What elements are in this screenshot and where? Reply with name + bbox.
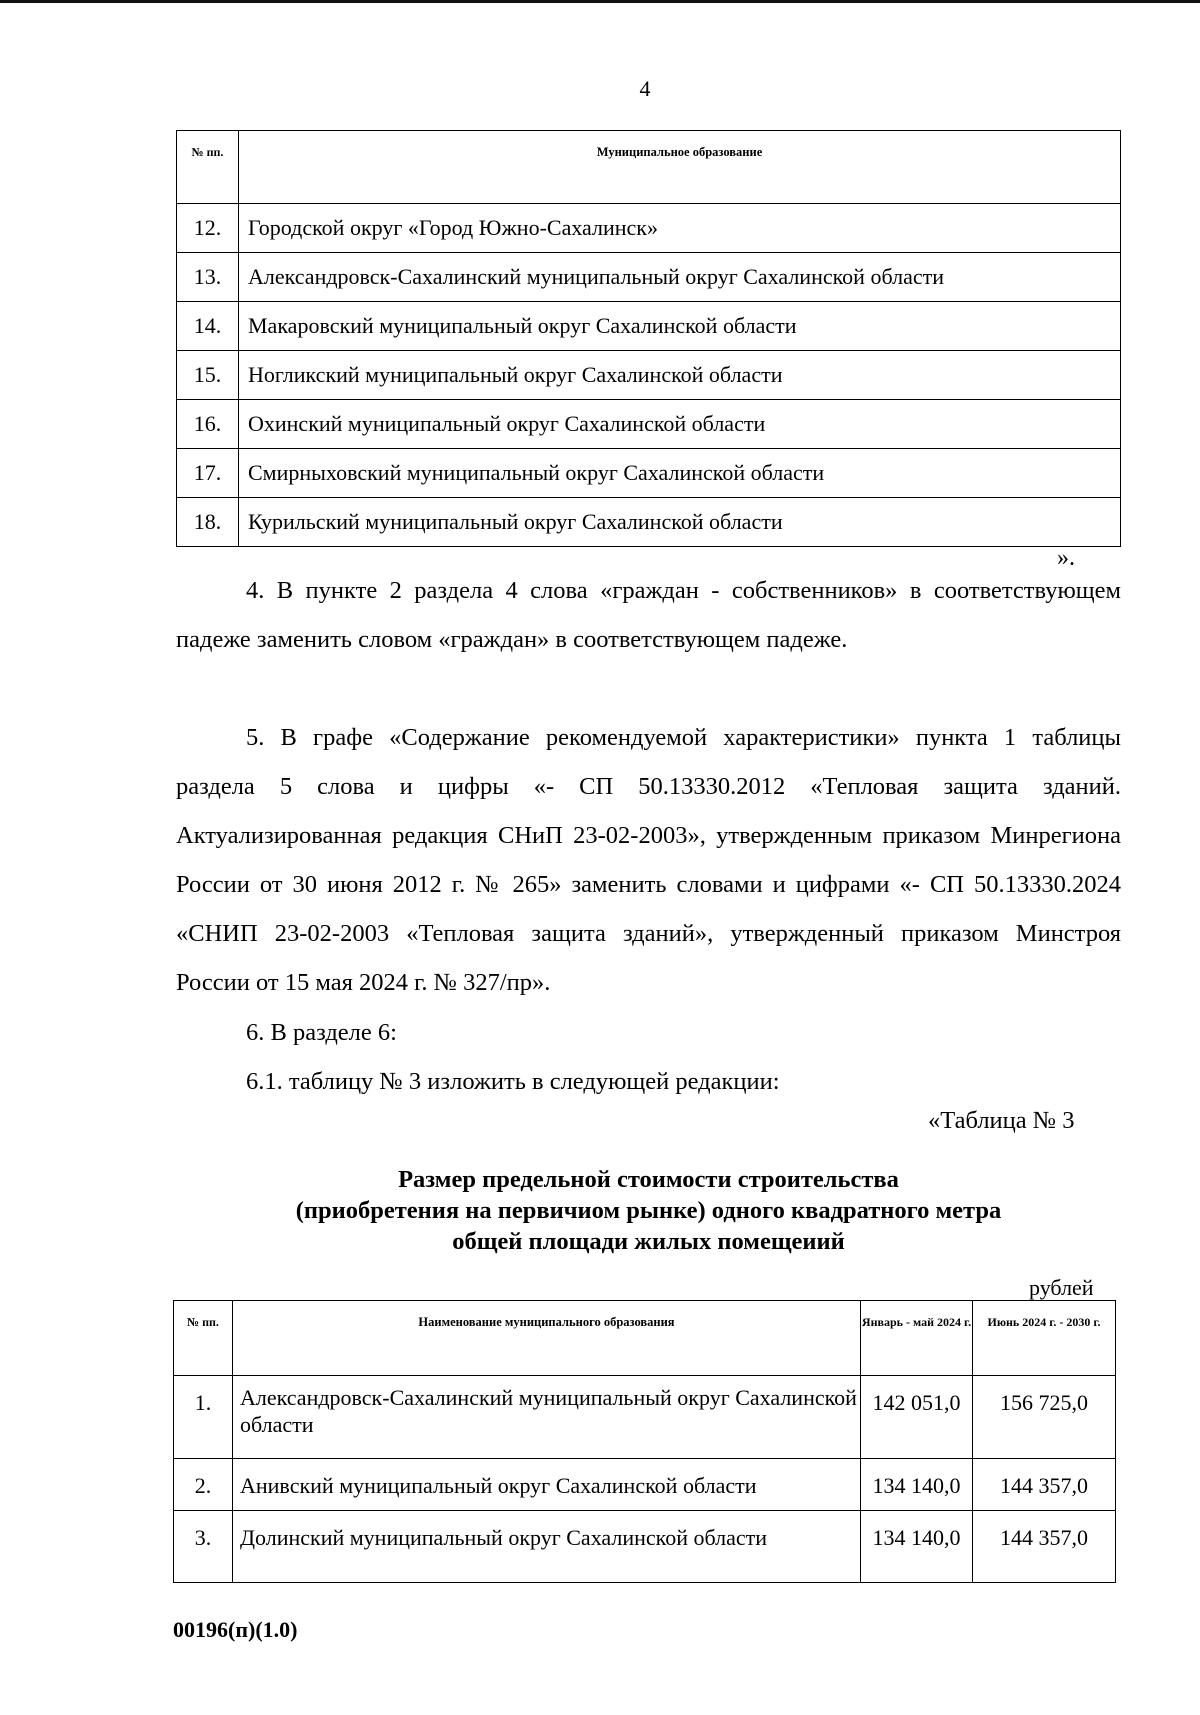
paragraph-5-text: 5. В графе «Содержание рекомендуемой характеристики» пункта 1 таблицы раздела 5 слова и цифры «- СП 50.13330.2012 «Тепловая защита зданий. Актуализированная редакция СНиП 23-02-2003», утвержденным приказом Минрегиона России от 30 июня 2012 г. № 265» заменить словами и цифрами «- СП 50.13330.2024 «СНИП 23-02-2003 «Тепловая защита зданий», утвержденный приказом Минстроя России от 15 мая 2024 г. № 327/пр».: [176, 724, 1121, 996]
document-code: 00196(п)(1.0): [173, 1617, 298, 1642]
paragraph-4: [176, 566, 1121, 664]
paragraph-6-1: [176, 1057, 1121, 1106]
row-number: 3.: [174, 1511, 233, 1583]
row-number: 15.: [177, 351, 239, 400]
row-value-period-1: 134 140,0: [861, 1511, 973, 1583]
row-number: 17.: [177, 449, 239, 498]
row-municipality: Александровск-Сахалинский муниципальный округ Сахалинской области: [233, 1376, 861, 1459]
table-row: [177, 498, 1121, 547]
row-value-period-2: 156 725,0: [973, 1376, 1116, 1459]
column-header-municipality: Муниципальное образование: [239, 131, 1121, 204]
table-row: [174, 1376, 1116, 1459]
row-municipality: Курильский муниципальный округ Сахалинской области: [239, 498, 1121, 547]
row-municipality: Анивский муниципальный округ Сахалинской области: [233, 1459, 861, 1511]
row-municipality: Охинский муниципальный округ Сахалинской области: [239, 400, 1121, 449]
table-row: [177, 204, 1121, 253]
table-title-line: Размер предельной стоимости строительства: [398, 1166, 899, 1193]
row-municipality: Смирныховский муниципальный округ Сахалинской области: [239, 449, 1121, 498]
column-header-number: № пп.: [177, 131, 239, 204]
table-number-label: «Таблица № 3: [928, 1107, 1075, 1134]
table-header-row: [174, 1301, 1116, 1376]
cost-table: [173, 1300, 1116, 1583]
table-row: [177, 351, 1121, 400]
row-municipality: Александровск-Сахалинский муниципальный округ Сахалинской области: [239, 253, 1121, 302]
table-row: [177, 302, 1121, 351]
row-number: 18.: [177, 498, 239, 547]
scan-edge: [0, 0, 1200, 3]
paragraph-4-text: 4. В пункте 2 раздела 4 слова «граждан - собственников» в соответствующем падеже заменить словом «граждан» в соответствующем падеже.: [176, 577, 1121, 653]
column-header-period-2: Июнь 2024 г. - 2030 г.: [973, 1301, 1116, 1376]
table-row: [174, 1459, 1116, 1511]
column-header-number: № пп.: [174, 1301, 233, 1376]
row-municipality: Долинский муниципальный округ Сахалинской области: [233, 1511, 861, 1583]
page-number: 4: [639, 76, 651, 101]
row-municipality: Макаровский муниципальный округ Сахалинской области: [239, 302, 1121, 351]
table-row: [177, 400, 1121, 449]
table-title-line: (приобретения на первичиом рынке) одного квадратного метра: [295, 1197, 1002, 1224]
row-number: 1.: [174, 1376, 233, 1459]
row-value-period-2: 144 357,0: [973, 1511, 1116, 1583]
table-row: [177, 449, 1121, 498]
table-row: [177, 253, 1121, 302]
table-title-line: общей площади жилых помещеиий: [452, 1228, 845, 1255]
row-value-period-2: 144 357,0: [973, 1459, 1116, 1511]
row-number: 13.: [177, 253, 239, 302]
paragraph-6-1-text: 6.1. таблицу № 3 изложить в следующей редакции:: [246, 1068, 780, 1095]
row-number: 2.: [174, 1459, 233, 1511]
closing-quote: ».: [1057, 545, 1075, 571]
row-number: 12.: [177, 204, 239, 253]
column-header-period-1: Январь - май 2024 г.: [861, 1301, 973, 1376]
row-number: 16.: [177, 400, 239, 449]
row-value-period-1: 134 140,0: [861, 1459, 973, 1511]
column-header-municipality: Наименование муниципального образования: [233, 1301, 861, 1376]
table-title: [176, 1164, 1121, 1257]
row-value-period-1: 142 051,0: [861, 1376, 973, 1459]
unit-label: рублей: [1029, 1275, 1094, 1300]
row-number: 14.: [177, 302, 239, 351]
table-header-row: [177, 131, 1121, 204]
row-municipality: Городской округ «Город Южно-Сахалинск»: [239, 204, 1121, 253]
paragraph-6-text: 6. В разделе 6:: [246, 1019, 397, 1046]
paragraph-6: [176, 1008, 1121, 1057]
paragraph-5: [176, 713, 1121, 1007]
row-municipality: Ногликский муниципальный округ Сахалинской области: [239, 351, 1121, 400]
table-row: [174, 1511, 1116, 1583]
municipalities-table: [176, 130, 1121, 547]
